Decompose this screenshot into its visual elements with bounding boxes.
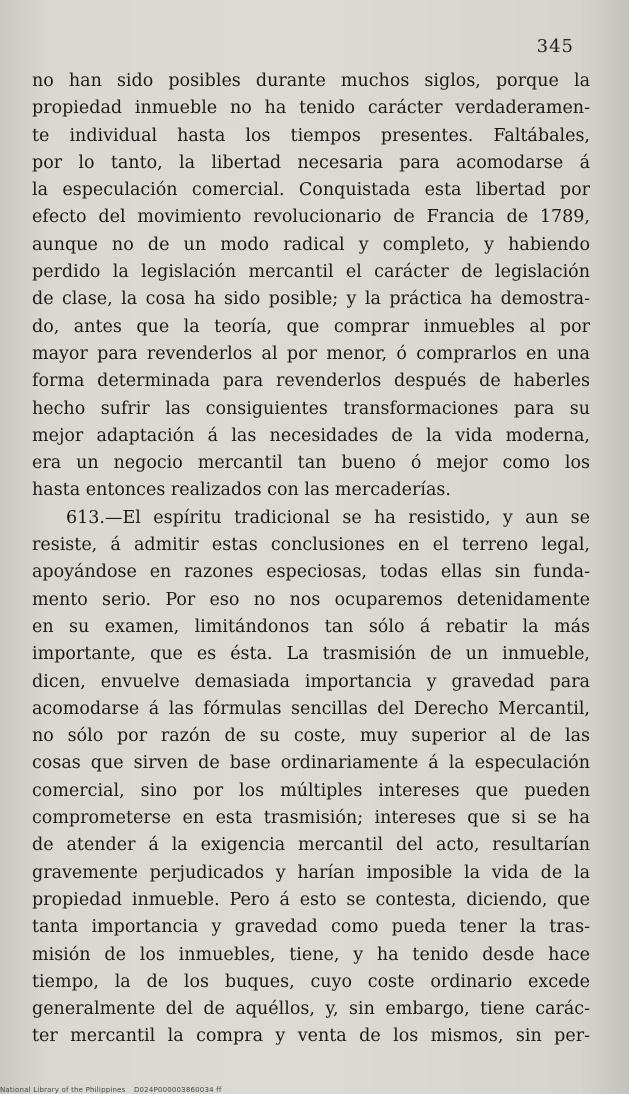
text-line: por lo tanto, la libertad necesaria para acomodarse á — [32, 152, 590, 173]
text-line: de atender á la exigencia mercantil del acto, resultarían — [32, 835, 590, 856]
text-line: comercial, sino por los múltiples intereses que pueden — [32, 780, 590, 801]
text-line: resiste, á admitir estas conclusiones en el terreno legal, — [32, 535, 590, 556]
text-line: no han sido posibles durante muchos siglos, porque la — [32, 71, 590, 91]
text-line: apoyándose en razones especiosas, todas ellas sin funda- — [32, 562, 590, 583]
text-line: hecho sufrir las consiguientes transformaciones para su — [32, 398, 590, 419]
text-line: aunque no de un modo radical y completo, y habiendo — [32, 234, 590, 255]
text-line: misión de los inmuebles, tiene, y ha tenido desde hace — [32, 944, 590, 965]
text-line: mayor para revenderlos al por menor, ó comprarlos en una — [32, 343, 590, 364]
text-line: cosas que sirven de base ordinariamente á la especulación — [32, 753, 590, 774]
text-line: dicen, envuelve demasiada importancia y gravedad para — [32, 671, 590, 692]
text-line: gravemente perjudicados y harían imposible la vida de la — [32, 862, 590, 883]
text-line: forma determinada para revenderlos después de haberles — [32, 371, 590, 392]
paragraph-end-line: hasta entonces realizados con las mercaderías. — [32, 480, 451, 501]
text-line: ter mercantil la compra y venta de los mismos, sin per- — [32, 1026, 590, 1047]
page-number: 345 — [536, 36, 574, 57]
text-line: la especulación comercial. Conquistada esta libertad por — [32, 180, 590, 201]
text-line: era un negocio mercantil tan bueno ó mejor como los — [32, 453, 590, 474]
text-line: tanta importancia y gravedad como pueda tener la tras- — [32, 917, 590, 938]
text-line: propiedad inmueble no ha tenido carácter verdaderamen- — [32, 98, 590, 119]
body-text — [32, 68, 590, 1051]
text-line: tiempo, la de los buques, cuyo coste ordinario excede — [32, 971, 590, 992]
text-line: propiedad inmueble. Pero á esto se contesta, diciendo, que — [32, 889, 590, 910]
scan-footer — [0, 1086, 222, 1094]
text-line: do, antes que la teoría, que comprar inmuebles al por — [32, 316, 590, 337]
text-line: acomodarse á las fórmulas sencillas del Derecho Mercantil, — [32, 698, 590, 719]
section-613-start-line: 613.—El espíritu tradicional se ha resistido, y aun se — [66, 507, 590, 528]
text-line: efecto del movimiento revolucionario de Francia de 1789, — [32, 207, 590, 228]
scan-identifier: D024P000003860034 ff — [133, 1086, 222, 1094]
text-line: comprometerse en esta trasmisión; intereses que si se ha — [32, 808, 590, 829]
text-line: no sólo por razón de su coste, muy superior al de las — [32, 726, 590, 747]
text-line: generalmente del de aquéllos, y, sin embargo, tiene carác- — [32, 999, 590, 1020]
text-line: mento serio. Por eso no nos ocuparemos detenidamente — [32, 589, 590, 610]
text-line: mejor adaptación á las necesidades de la vida moderna, — [32, 425, 590, 446]
text-line: importante, que es ésta. La trasmisión de un inmueble, — [32, 644, 590, 665]
text-line: perdido la legislación mercantil el carácter de legislación — [32, 262, 590, 283]
text-line: en su examen, limitándonos tan sólo á rebatir la más — [32, 616, 590, 637]
text-line: te individual hasta los tiempos presentes. Faltábales, — [32, 125, 590, 146]
library-credit: National Library of the Philippines — [0, 1086, 126, 1094]
text-line: de clase, la cosa ha sido posible; y la práctica ha demostra- — [32, 289, 590, 310]
